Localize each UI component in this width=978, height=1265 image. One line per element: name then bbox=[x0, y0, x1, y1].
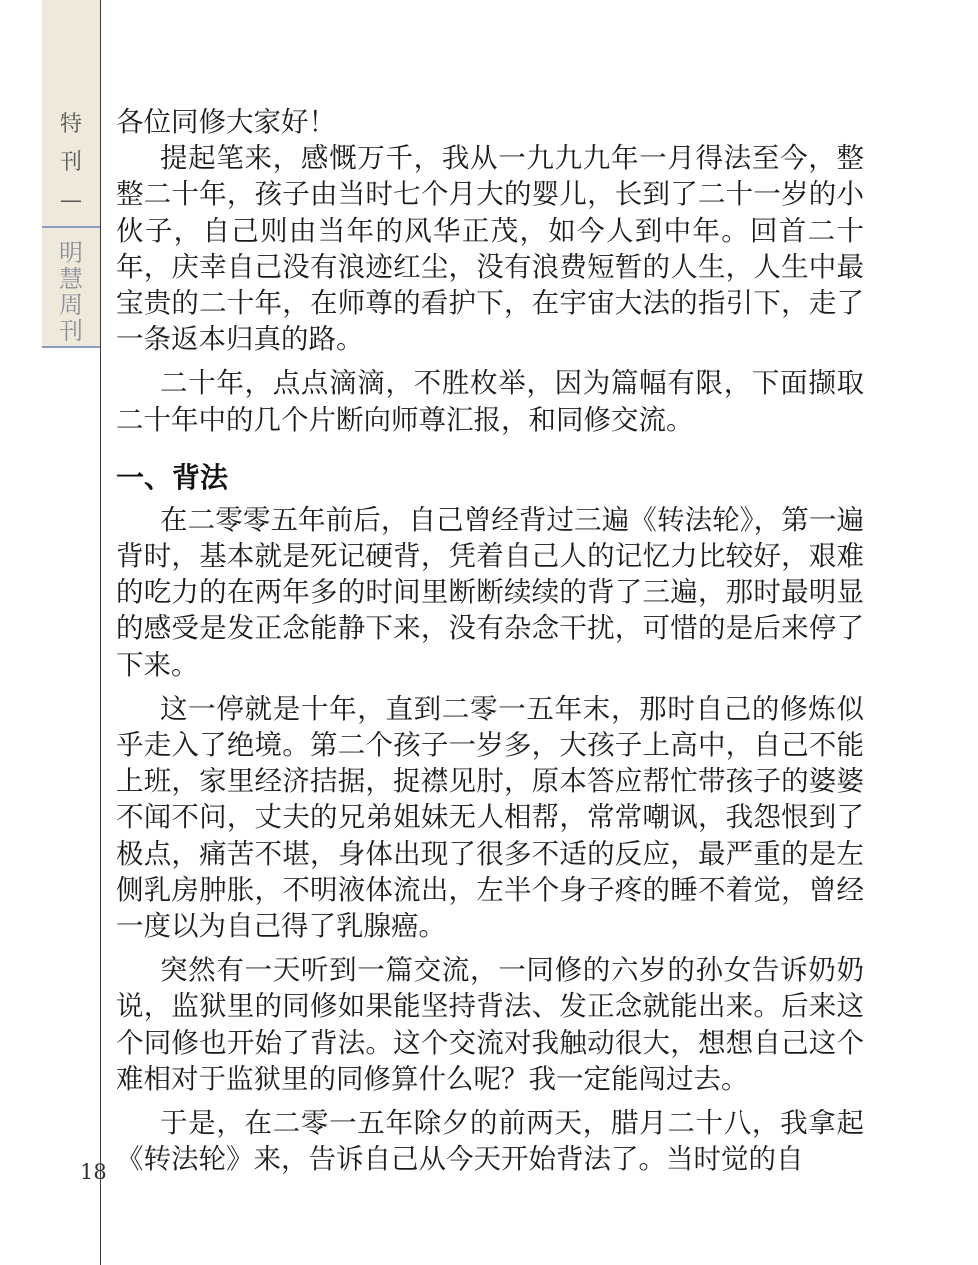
section-label-char: 刊 bbox=[59, 150, 82, 175]
publication-label bbox=[42, 240, 100, 344]
side-tab bbox=[42, 0, 100, 348]
greeting: 各位同修大家好！ bbox=[116, 106, 336, 138]
section-paragraph: 在二零零五年前后，自己曾经背过三遍《转法轮》，第一遍背时，基本就是死记硬背，凭着自己人的记忆力比较好，艰难的吃力的在两年多的时间里断断续续的背了三遍，那时最明显的感受是发正念能静下来，没有杂念干扰，可惜的是后来停了下来。 bbox=[116, 503, 864, 681]
page-number: 18 bbox=[80, 1160, 107, 1184]
article-body bbox=[116, 104, 864, 1177]
article-paragraph: 二十年，点点滴滴，不胜枚举，因为篇幅有限，下面撷取二十年中的几个片断向师尊汇报，和同修交流。 bbox=[116, 367, 864, 436]
section-heading: 一、背法 bbox=[116, 460, 229, 494]
section-paragraph: 突然有一天听到一篇交流，一同修的六岁的孙女告诉奶奶说，监狱里的同修如果能坚持背法、发正念就能出来。后来这个同修也开始了背法。这个交流对我触动很大，想想自己这个难相对于监狱里的同修算什么呢？我一定能闯过去。 bbox=[116, 954, 864, 1095]
publication-label-char: 周 bbox=[59, 291, 83, 319]
publication-label-char: 明 bbox=[59, 239, 83, 267]
section-label bbox=[42, 106, 100, 220]
article-paragraph: 提起笔来，感慨万千，我从一九九九年一月得法至今，整整二十年，孩子由当时七个月大的婴儿，长到了二十一岁的小伙子，自己则由当年的风华正茂，如今人到中年。回首二十年，庆幸自己没有浪迹红尘，没有浪费短暂的人生，人生中最宝贵的二十年，在师尊的看护下，在宇宙大法的指引下，走了一条返本归真的路。 bbox=[116, 142, 864, 356]
margin-rule bbox=[100, 0, 101, 1265]
publication-label-char: 慧 bbox=[59, 265, 83, 293]
section-label-char: — bbox=[60, 188, 82, 213]
section-label-char: 特 bbox=[59, 112, 82, 137]
section-paragraph: 于是，在二零一五年除夕的前两天，腊月二十八，我拿起《转法轮》来，告诉自己从今天开始背法了。当时觉的自 bbox=[116, 1107, 864, 1176]
publication-label-char: 刊 bbox=[59, 317, 83, 345]
side-tab-divider bbox=[42, 226, 100, 228]
section-paragraph: 这一停就是十年，直到二零一五年末，那时自己的修炼似乎走入了绝境。第二个孩子一岁多，大孩子上高中，自己不能上班，家里经济拮据，捉襟见肘，原本答应帮忙带孩子的婆婆不闻不问，丈夫的兄弟姐妹无人相帮，常常嘲讽，我怨恨到了极点，痛苦不堪，身体出现了很多不适的反应，最严重的是左侧乳房肿胀，不明液体流出，左半个身子疼的睡不着觉，曾经一度以为自己得了乳腺癌。 bbox=[116, 692, 864, 943]
